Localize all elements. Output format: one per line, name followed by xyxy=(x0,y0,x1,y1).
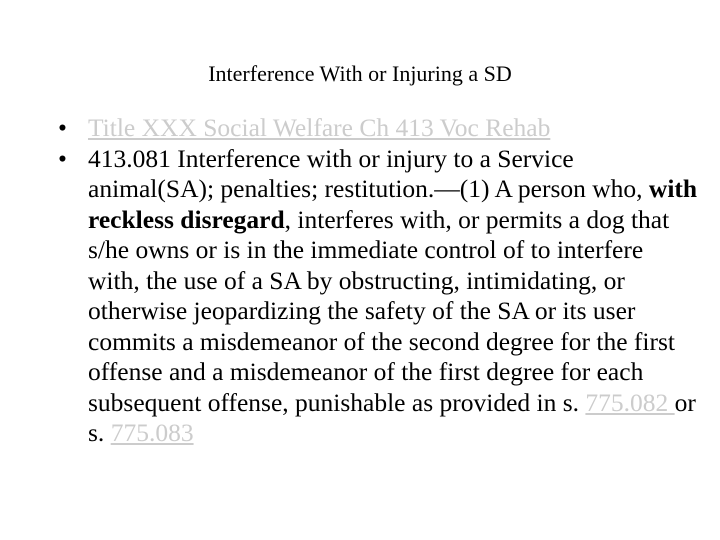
bullet-icon: • xyxy=(58,143,67,173)
statute-bold-phrase: with reckless disregard xyxy=(88,174,698,234)
statute-text-part3: or s. xyxy=(88,387,696,447)
statute-link-775-082[interactable]: 775.082 xyxy=(585,387,675,417)
bullet-list xyxy=(58,113,698,449)
statute-link-775-083[interactable]: 775.083 xyxy=(110,418,194,447)
statute-title-link[interactable]: Title XXX Social Welfare Ch 413 Voc Rehab xyxy=(88,113,551,142)
slide-title: Interference With or Injuring a SD xyxy=(208,61,512,86)
statute-text-part2: , interferes with, or permits a dog that s/he owns or is in the immediate control of to interfere with, the use of a SA by obstructing, intimidating, or otherwise jeopardizing the safety of the SA or its user commits a misdemeanor of the second degree for the first offense and a misdemeanor of the first degree for each subsequent offense, punishable as provided in s. xyxy=(88,204,676,417)
bullet-item-statute-text xyxy=(58,144,698,449)
bullet-item-title-link xyxy=(58,113,698,144)
statute-text-part1: 413.081 Interference with or injury to a Service animal(SA); penalties; restitution.—(1) A person who, xyxy=(88,143,649,203)
bullet-icon: • xyxy=(58,113,67,142)
